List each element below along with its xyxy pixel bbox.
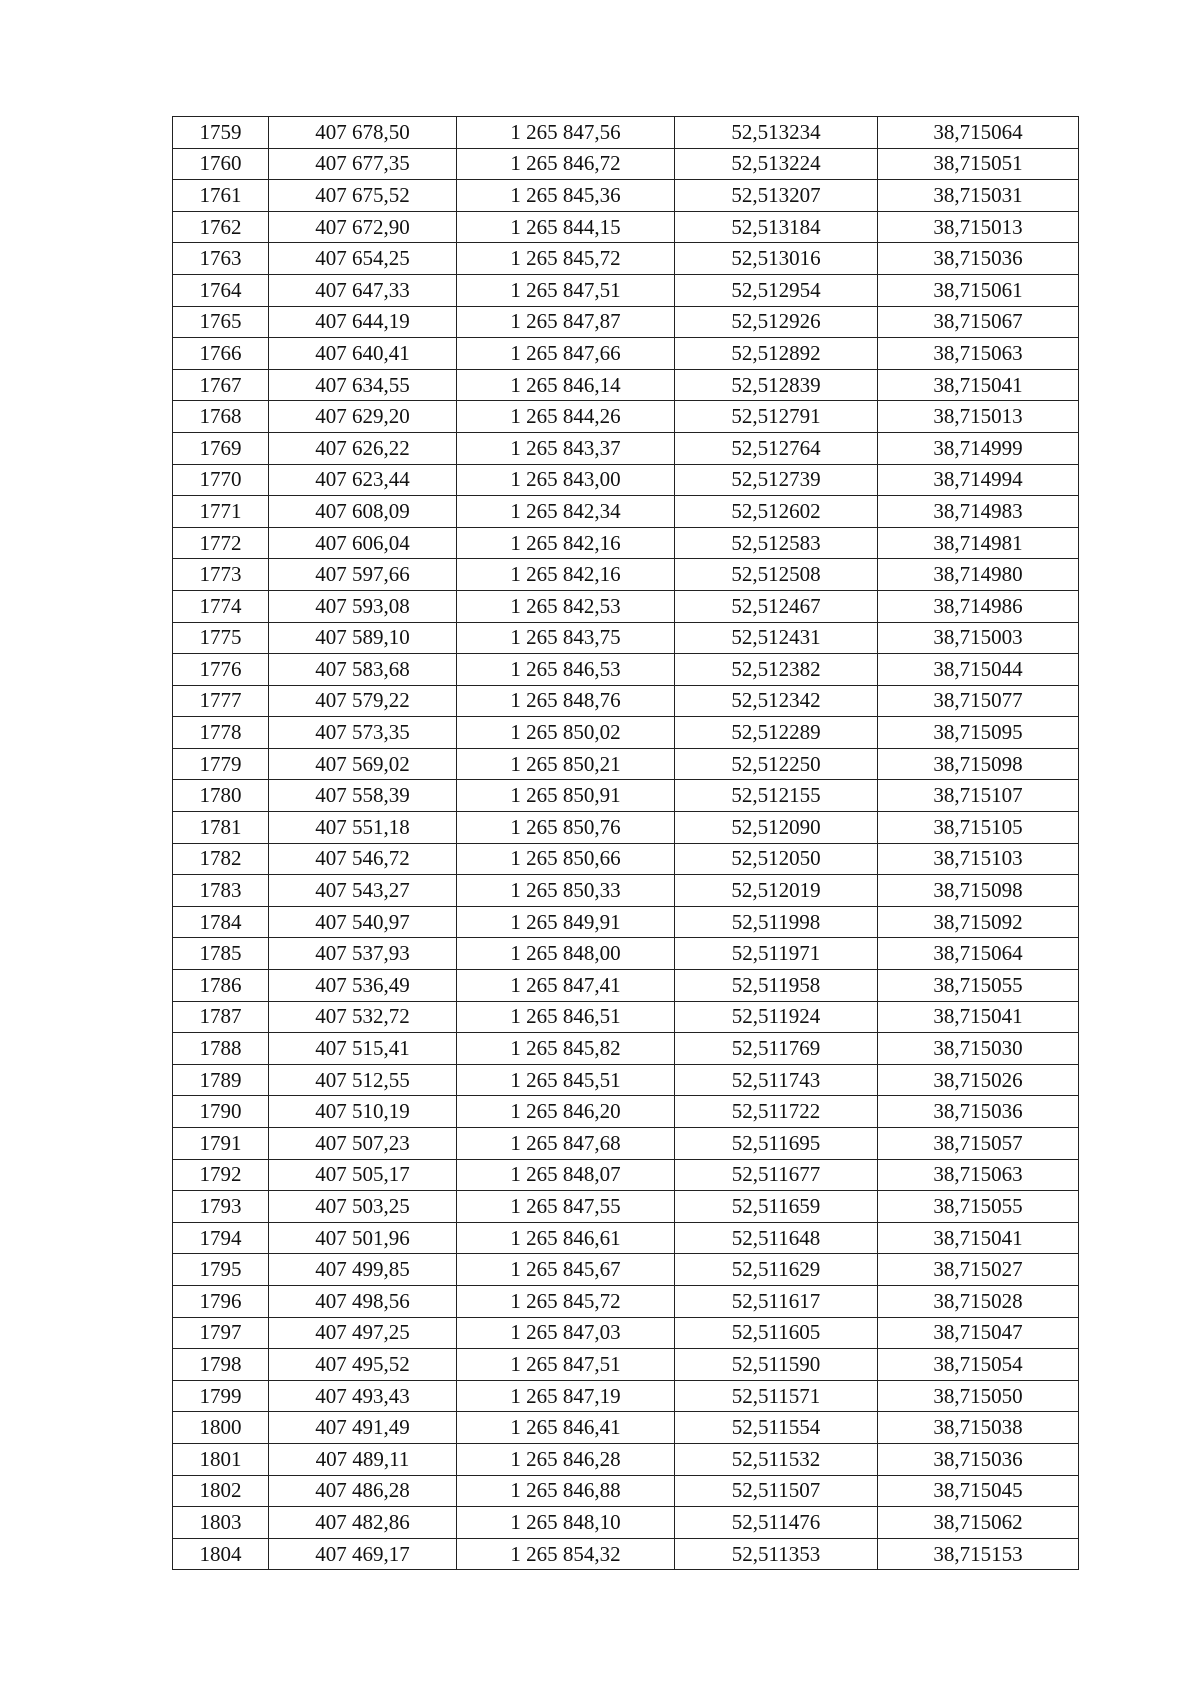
x-coordinate-cell: 407 654,25	[269, 243, 457, 275]
latitude-cell: 52,512839	[675, 369, 878, 401]
latitude-cell: 52,511571	[675, 1380, 878, 1412]
table-row	[173, 748, 1079, 780]
point-number-cell: 1776	[173, 654, 269, 686]
table-row	[173, 970, 1079, 1002]
x-coordinate-cell: 407 606,04	[269, 527, 457, 559]
table-row	[173, 1064, 1079, 1096]
longitude-cell: 38,715153	[878, 1538, 1079, 1570]
table-row	[173, 1128, 1079, 1160]
latitude-cell: 52,511353	[675, 1538, 878, 1570]
x-coordinate-cell: 407 515,41	[269, 1033, 457, 1065]
x-coordinate-cell: 407 543,27	[269, 875, 457, 907]
latitude-cell: 52,511769	[675, 1033, 878, 1065]
table-row	[173, 243, 1079, 275]
x-coordinate-cell: 407 593,08	[269, 590, 457, 622]
point-number-cell: 1800	[173, 1412, 269, 1444]
x-coordinate-cell: 407 644,19	[269, 306, 457, 338]
latitude-cell: 52,513224	[675, 148, 878, 180]
table-row	[173, 464, 1079, 496]
point-number-cell: 1797	[173, 1317, 269, 1349]
latitude-cell: 52,512602	[675, 496, 878, 528]
x-coordinate-cell: 407 672,90	[269, 211, 457, 243]
y-coordinate-cell: 1 265 849,91	[457, 906, 675, 938]
x-coordinate-cell: 407 677,35	[269, 148, 457, 180]
point-number-cell: 1794	[173, 1222, 269, 1254]
longitude-cell: 38,715041	[878, 369, 1079, 401]
y-coordinate-cell: 1 265 847,03	[457, 1317, 675, 1349]
latitude-cell: 52,511998	[675, 906, 878, 938]
longitude-cell: 38,715057	[878, 1128, 1079, 1160]
y-coordinate-cell: 1 265 848,00	[457, 938, 675, 970]
table-row	[173, 274, 1079, 306]
y-coordinate-cell: 1 265 850,66	[457, 843, 675, 875]
x-coordinate-cell: 407 540,97	[269, 906, 457, 938]
point-number-cell: 1788	[173, 1033, 269, 1065]
longitude-cell: 38,715036	[878, 1096, 1079, 1128]
y-coordinate-cell: 1 265 847,19	[457, 1380, 675, 1412]
table-row	[173, 1096, 1079, 1128]
latitude-cell: 52,512090	[675, 812, 878, 844]
y-coordinate-cell: 1 265 847,66	[457, 338, 675, 370]
y-coordinate-cell: 1 265 842,16	[457, 559, 675, 591]
x-coordinate-cell: 407 482,86	[269, 1507, 457, 1539]
y-coordinate-cell: 1 265 847,51	[457, 274, 675, 306]
longitude-cell: 38,715026	[878, 1064, 1079, 1096]
x-coordinate-cell: 407 512,55	[269, 1064, 457, 1096]
point-number-cell: 1796	[173, 1285, 269, 1317]
longitude-cell: 38,715055	[878, 1191, 1079, 1223]
point-number-cell: 1770	[173, 464, 269, 496]
longitude-cell: 38,715061	[878, 274, 1079, 306]
y-coordinate-cell: 1 265 848,76	[457, 685, 675, 717]
x-coordinate-cell: 407 629,20	[269, 401, 457, 433]
y-coordinate-cell: 1 265 844,26	[457, 401, 675, 433]
longitude-cell: 38,714981	[878, 527, 1079, 559]
longitude-cell: 38,715064	[878, 117, 1079, 149]
latitude-cell: 52,512791	[675, 401, 878, 433]
latitude-cell: 52,512431	[675, 622, 878, 654]
x-coordinate-cell: 407 486,28	[269, 1475, 457, 1507]
table-row	[173, 180, 1079, 212]
y-coordinate-cell: 1 265 845,51	[457, 1064, 675, 1096]
longitude-cell: 38,715041	[878, 1001, 1079, 1033]
longitude-cell: 38,715041	[878, 1222, 1079, 1254]
table-row	[173, 338, 1079, 370]
point-number-cell: 1795	[173, 1254, 269, 1286]
point-number-cell: 1789	[173, 1064, 269, 1096]
table-row	[173, 1349, 1079, 1381]
y-coordinate-cell: 1 265 842,34	[457, 496, 675, 528]
table-row	[173, 496, 1079, 528]
y-coordinate-cell: 1 265 847,87	[457, 306, 675, 338]
x-coordinate-cell: 407 493,43	[269, 1380, 457, 1412]
latitude-cell: 52,511629	[675, 1254, 878, 1286]
latitude-cell: 52,512508	[675, 559, 878, 591]
latitude-cell: 52,513207	[675, 180, 878, 212]
point-number-cell: 1783	[173, 875, 269, 907]
y-coordinate-cell: 1 265 848,10	[457, 1507, 675, 1539]
longitude-cell: 38,715003	[878, 622, 1079, 654]
x-coordinate-cell: 407 507,23	[269, 1128, 457, 1160]
longitude-cell: 38,715062	[878, 1507, 1079, 1539]
point-number-cell: 1791	[173, 1128, 269, 1160]
point-number-cell: 1766	[173, 338, 269, 370]
point-number-cell: 1780	[173, 780, 269, 812]
y-coordinate-cell: 1 265 846,51	[457, 1001, 675, 1033]
table-row	[173, 1222, 1079, 1254]
table-row	[173, 1254, 1079, 1286]
y-coordinate-cell: 1 265 850,21	[457, 748, 675, 780]
latitude-cell: 52,513016	[675, 243, 878, 275]
longitude-cell: 38,715013	[878, 211, 1079, 243]
longitude-cell: 38,715051	[878, 148, 1079, 180]
point-number-cell: 1760	[173, 148, 269, 180]
x-coordinate-cell: 407 640,41	[269, 338, 457, 370]
x-coordinate-cell: 407 536,49	[269, 970, 457, 1002]
latitude-cell: 52,512467	[675, 590, 878, 622]
latitude-cell: 52,511532	[675, 1443, 878, 1475]
point-number-cell: 1793	[173, 1191, 269, 1223]
table-row	[173, 812, 1079, 844]
latitude-cell: 52,511722	[675, 1096, 878, 1128]
longitude-cell: 38,715063	[878, 338, 1079, 370]
point-number-cell: 1762	[173, 211, 269, 243]
longitude-cell: 38,714999	[878, 432, 1079, 464]
latitude-cell: 52,511677	[675, 1159, 878, 1191]
y-coordinate-cell: 1 265 847,68	[457, 1128, 675, 1160]
point-number-cell: 1784	[173, 906, 269, 938]
latitude-cell: 52,512250	[675, 748, 878, 780]
latitude-cell: 52,511971	[675, 938, 878, 970]
latitude-cell: 52,511605	[675, 1317, 878, 1349]
latitude-cell: 52,512764	[675, 432, 878, 464]
longitude-cell: 38,715103	[878, 843, 1079, 875]
x-coordinate-cell: 407 589,10	[269, 622, 457, 654]
table-row	[173, 1001, 1079, 1033]
point-number-cell: 1763	[173, 243, 269, 275]
x-coordinate-cell: 407 579,22	[269, 685, 457, 717]
y-coordinate-cell: 1 265 846,53	[457, 654, 675, 686]
table-row	[173, 1475, 1079, 1507]
latitude-cell: 52,511659	[675, 1191, 878, 1223]
x-coordinate-cell: 407 623,44	[269, 464, 457, 496]
coordinates-table	[172, 116, 1079, 1570]
table-row	[173, 117, 1079, 149]
latitude-cell: 52,511617	[675, 1285, 878, 1317]
point-number-cell: 1792	[173, 1159, 269, 1191]
longitude-cell: 38,714980	[878, 559, 1079, 591]
y-coordinate-cell: 1 265 844,15	[457, 211, 675, 243]
x-coordinate-cell: 407 608,09	[269, 496, 457, 528]
table-row	[173, 306, 1079, 338]
y-coordinate-cell: 1 265 845,72	[457, 1285, 675, 1317]
longitude-cell: 38,715077	[878, 685, 1079, 717]
y-coordinate-cell: 1 265 845,72	[457, 243, 675, 275]
latitude-cell: 52,512739	[675, 464, 878, 496]
point-number-cell: 1773	[173, 559, 269, 591]
latitude-cell: 52,511958	[675, 970, 878, 1002]
table-row	[173, 906, 1079, 938]
latitude-cell: 52,511648	[675, 1222, 878, 1254]
table-row	[173, 1507, 1079, 1539]
x-coordinate-cell: 407 647,33	[269, 274, 457, 306]
table-row	[173, 1412, 1079, 1444]
x-coordinate-cell: 407 497,25	[269, 1317, 457, 1349]
point-number-cell: 1764	[173, 274, 269, 306]
point-number-cell: 1761	[173, 180, 269, 212]
table-row	[173, 432, 1079, 464]
x-coordinate-cell: 407 573,35	[269, 717, 457, 749]
point-number-cell: 1798	[173, 1349, 269, 1381]
point-number-cell: 1765	[173, 306, 269, 338]
point-number-cell: 1771	[173, 496, 269, 528]
y-coordinate-cell: 1 265 845,67	[457, 1254, 675, 1286]
table-row	[173, 654, 1079, 686]
point-number-cell: 1777	[173, 685, 269, 717]
y-coordinate-cell: 1 265 846,14	[457, 369, 675, 401]
longitude-cell: 38,715095	[878, 717, 1079, 749]
point-number-cell: 1785	[173, 938, 269, 970]
point-number-cell: 1781	[173, 812, 269, 844]
y-coordinate-cell: 1 265 848,07	[457, 1159, 675, 1191]
longitude-cell: 38,715028	[878, 1285, 1079, 1317]
x-coordinate-cell: 407 537,93	[269, 938, 457, 970]
table-row	[173, 401, 1079, 433]
point-number-cell: 1779	[173, 748, 269, 780]
table-row	[173, 938, 1079, 970]
point-number-cell: 1778	[173, 717, 269, 749]
longitude-cell: 38,715036	[878, 243, 1079, 275]
y-coordinate-cell: 1 265 847,56	[457, 117, 675, 149]
y-coordinate-cell: 1 265 846,20	[457, 1096, 675, 1128]
y-coordinate-cell: 1 265 842,53	[457, 590, 675, 622]
table-row	[173, 1191, 1079, 1223]
latitude-cell: 52,513234	[675, 117, 878, 149]
table-row	[173, 1317, 1079, 1349]
table-row	[173, 1380, 1079, 1412]
latitude-cell: 52,511507	[675, 1475, 878, 1507]
longitude-cell: 38,714986	[878, 590, 1079, 622]
table-row	[173, 148, 1079, 180]
y-coordinate-cell: 1 265 845,36	[457, 180, 675, 212]
latitude-cell: 52,511554	[675, 1412, 878, 1444]
latitude-cell: 52,511476	[675, 1507, 878, 1539]
x-coordinate-cell: 407 546,72	[269, 843, 457, 875]
y-coordinate-cell: 1 265 847,41	[457, 970, 675, 1002]
point-number-cell: 1803	[173, 1507, 269, 1539]
y-coordinate-cell: 1 265 846,28	[457, 1443, 675, 1475]
longitude-cell: 38,715054	[878, 1349, 1079, 1381]
latitude-cell: 52,512342	[675, 685, 878, 717]
latitude-cell: 52,511590	[675, 1349, 878, 1381]
x-coordinate-cell: 407 551,18	[269, 812, 457, 844]
table-row	[173, 622, 1079, 654]
point-number-cell: 1768	[173, 401, 269, 433]
latitude-cell: 52,513184	[675, 211, 878, 243]
x-coordinate-cell: 407 505,17	[269, 1159, 457, 1191]
latitude-cell: 52,512289	[675, 717, 878, 749]
x-coordinate-cell: 407 634,55	[269, 369, 457, 401]
latitude-cell: 52,511924	[675, 1001, 878, 1033]
point-number-cell: 1767	[173, 369, 269, 401]
point-number-cell: 1802	[173, 1475, 269, 1507]
longitude-cell: 38,715098	[878, 875, 1079, 907]
latitude-cell: 52,512954	[675, 274, 878, 306]
longitude-cell: 38,715050	[878, 1380, 1079, 1412]
point-number-cell: 1774	[173, 590, 269, 622]
latitude-cell: 52,511743	[675, 1064, 878, 1096]
table-row	[173, 843, 1079, 875]
y-coordinate-cell: 1 265 850,76	[457, 812, 675, 844]
latitude-cell: 52,512926	[675, 306, 878, 338]
longitude-cell: 38,715045	[878, 1475, 1079, 1507]
y-coordinate-cell: 1 265 846,88	[457, 1475, 675, 1507]
y-coordinate-cell: 1 265 845,82	[457, 1033, 675, 1065]
longitude-cell: 38,715067	[878, 306, 1079, 338]
table-row	[173, 369, 1079, 401]
point-number-cell: 1782	[173, 843, 269, 875]
y-coordinate-cell: 1 265 846,61	[457, 1222, 675, 1254]
table-row	[173, 1538, 1079, 1570]
table-row	[173, 590, 1079, 622]
table-row	[173, 1159, 1079, 1191]
x-coordinate-cell: 407 558,39	[269, 780, 457, 812]
longitude-cell: 38,715098	[878, 748, 1079, 780]
longitude-cell: 38,715030	[878, 1033, 1079, 1065]
table-row	[173, 780, 1079, 812]
longitude-cell: 38,715092	[878, 906, 1079, 938]
point-number-cell: 1799	[173, 1380, 269, 1412]
y-coordinate-cell: 1 265 846,72	[457, 148, 675, 180]
table-row	[173, 527, 1079, 559]
latitude-cell: 52,512382	[675, 654, 878, 686]
x-coordinate-cell: 407 491,49	[269, 1412, 457, 1444]
x-coordinate-cell: 407 569,02	[269, 748, 457, 780]
latitude-cell: 52,512583	[675, 527, 878, 559]
longitude-cell: 38,715055	[878, 970, 1079, 1002]
longitude-cell: 38,715047	[878, 1317, 1079, 1349]
x-coordinate-cell: 407 501,96	[269, 1222, 457, 1254]
x-coordinate-cell: 407 532,72	[269, 1001, 457, 1033]
longitude-cell: 38,715038	[878, 1412, 1079, 1444]
coordinates-table-body	[173, 117, 1079, 1570]
table-row	[173, 559, 1079, 591]
longitude-cell: 38,715031	[878, 180, 1079, 212]
point-number-cell: 1769	[173, 432, 269, 464]
point-number-cell: 1790	[173, 1096, 269, 1128]
table-row	[173, 1443, 1079, 1475]
longitude-cell: 38,715013	[878, 401, 1079, 433]
y-coordinate-cell: 1 265 843,00	[457, 464, 675, 496]
longitude-cell: 38,714994	[878, 464, 1079, 496]
longitude-cell: 38,715064	[878, 938, 1079, 970]
longitude-cell: 38,715063	[878, 1159, 1079, 1191]
y-coordinate-cell: 1 265 843,37	[457, 432, 675, 464]
x-coordinate-cell: 407 510,19	[269, 1096, 457, 1128]
longitude-cell: 38,715107	[878, 780, 1079, 812]
y-coordinate-cell: 1 265 843,75	[457, 622, 675, 654]
point-number-cell: 1804	[173, 1538, 269, 1570]
y-coordinate-cell: 1 265 847,51	[457, 1349, 675, 1381]
point-number-cell: 1787	[173, 1001, 269, 1033]
longitude-cell: 38,715105	[878, 812, 1079, 844]
y-coordinate-cell: 1 265 850,91	[457, 780, 675, 812]
point-number-cell: 1772	[173, 527, 269, 559]
x-coordinate-cell: 407 489,11	[269, 1443, 457, 1475]
longitude-cell: 38,714983	[878, 496, 1079, 528]
point-number-cell: 1775	[173, 622, 269, 654]
y-coordinate-cell: 1 265 854,32	[457, 1538, 675, 1570]
point-number-cell: 1801	[173, 1443, 269, 1475]
table-row	[173, 685, 1079, 717]
y-coordinate-cell: 1 265 850,02	[457, 717, 675, 749]
x-coordinate-cell: 407 499,85	[269, 1254, 457, 1286]
x-coordinate-cell: 407 498,56	[269, 1285, 457, 1317]
longitude-cell: 38,715036	[878, 1443, 1079, 1475]
table-row	[173, 875, 1079, 907]
latitude-cell: 52,511695	[675, 1128, 878, 1160]
x-coordinate-cell: 407 469,17	[269, 1538, 457, 1570]
y-coordinate-cell: 1 265 847,55	[457, 1191, 675, 1223]
x-coordinate-cell: 407 495,52	[269, 1349, 457, 1381]
longitude-cell: 38,715044	[878, 654, 1079, 686]
y-coordinate-cell: 1 265 842,16	[457, 527, 675, 559]
x-coordinate-cell: 407 597,66	[269, 559, 457, 591]
latitude-cell: 52,512019	[675, 875, 878, 907]
table-row	[173, 1033, 1079, 1065]
y-coordinate-cell: 1 265 850,33	[457, 875, 675, 907]
latitude-cell: 52,512155	[675, 780, 878, 812]
table-row	[173, 1285, 1079, 1317]
x-coordinate-cell: 407 675,52	[269, 180, 457, 212]
x-coordinate-cell: 407 503,25	[269, 1191, 457, 1223]
x-coordinate-cell: 407 583,68	[269, 654, 457, 686]
x-coordinate-cell: 407 626,22	[269, 432, 457, 464]
point-number-cell: 1786	[173, 970, 269, 1002]
longitude-cell: 38,715027	[878, 1254, 1079, 1286]
table-row	[173, 717, 1079, 749]
point-number-cell: 1759	[173, 117, 269, 149]
table-row	[173, 211, 1079, 243]
latitude-cell: 52,512050	[675, 843, 878, 875]
x-coordinate-cell: 407 678,50	[269, 117, 457, 149]
latitude-cell: 52,512892	[675, 338, 878, 370]
y-coordinate-cell: 1 265 846,41	[457, 1412, 675, 1444]
